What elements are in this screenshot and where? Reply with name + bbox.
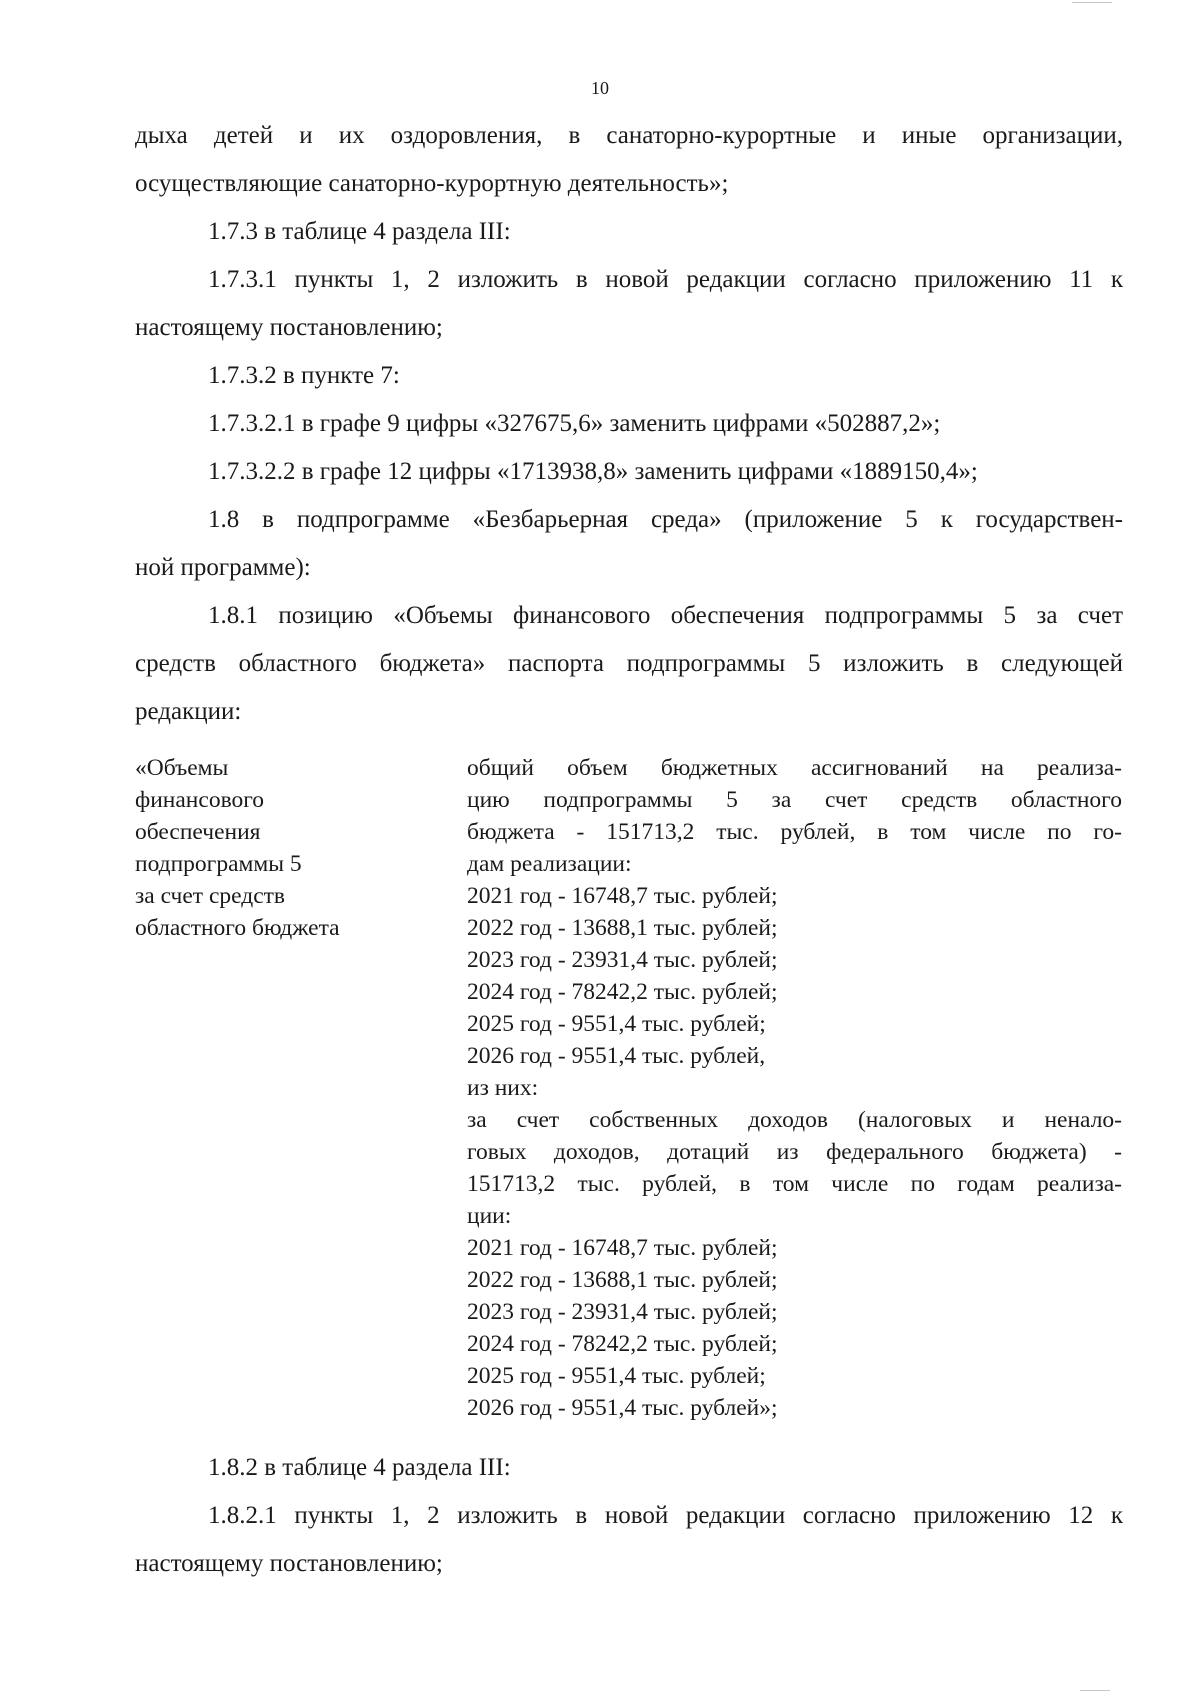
passport-value-line: 2021 год - 16748,7 тыс. рублей; (467, 1235, 778, 1261)
passport-value-line: цию подпрограммы 5 за счет средств областного (467, 787, 1122, 813)
passport-value-line: 2022 год - 13688,1 тыс. рублей; (467, 1267, 778, 1293)
passport-value-line: 2026 год - 9551,4 тыс. рублей, (467, 1043, 766, 1069)
passport-value-line: 2022 год - 13688,1 тыс. рублей; (467, 915, 778, 941)
passport-label-line: подпрограммы 5 (135, 851, 302, 877)
passport-value-line: ции: (467, 1203, 512, 1229)
paragraph-line: 1.8.2 в таблице 4 раздела III: (208, 1454, 511, 1481)
passport-value (467, 752, 1122, 1424)
passport-value-line: дам реализации: (467, 851, 632, 877)
paragraph-line: редакции: (135, 698, 242, 725)
paragraph-line: 1.7.3.2.2 в графе 12 цифры «1713938,8» заменить цифрами «1889150,4»; (208, 458, 978, 485)
passport-value-line: 151713,2 тыс. рублей, в том числе по годам реализа- (467, 1171, 1122, 1197)
paragraph-line: 1.8.2.1 пункты 1, 2 изложить в новой редакции согласно приложению 12 к (208, 1502, 1123, 1529)
paragraph-line: настоящему постановлению; (135, 314, 443, 341)
paragraph-line: 1.7.3.1 пункты 1, 2 изложить в новой редакции согласно приложению 11 к (208, 266, 1123, 293)
passport-label-line: обеспечения (135, 819, 261, 845)
passport-value-line: 2021 год - 16748,7 тыс. рублей; (467, 883, 778, 909)
passport-value-line: 2024 год - 78242,2 тыс. рублей; (467, 979, 778, 1005)
paragraph-line: ной программе): (135, 554, 311, 581)
passport-value-line: 2025 год - 9551,4 тыс. рублей; (467, 1363, 766, 1389)
passport-value-line: говых доходов, дотаций из федерального бюджета) - (467, 1139, 1122, 1165)
passport-value-line: за счет собственных доходов (налоговых и ненало- (467, 1107, 1122, 1133)
passport-label-line: «Объемы (135, 755, 229, 781)
document-body-continued (135, 1444, 1123, 1588)
passport-value-line: из них: (467, 1075, 539, 1101)
passport-label (135, 752, 435, 944)
paragraph-line: дыха детей и их оздоровления, в санаторно-курортные и иные организации, (135, 122, 1123, 149)
page-number: 10 (591, 78, 609, 98)
document-body (135, 112, 1123, 736)
paragraph-line: 1.8.1 позицию «Объемы финансового обеспечения подпрограммы 5 за счет (208, 602, 1123, 629)
paragraph-line: 1.7.3.2.1 в графе 9 цифры «327675,6» заменить цифрами «502887,2»; (208, 410, 941, 437)
paragraph-line: средств областного бюджета» паспорта подпрограммы 5 изложить в следующей (135, 650, 1123, 677)
scan-artifact (1080, 1690, 1110, 1691)
paragraph-line: настоящему постановлению; (135, 1550, 443, 1577)
passport-value-line: общий объем бюджетных ассигнований на реализа- (467, 755, 1122, 781)
paragraph-line: 1.7.3.2 в пункте 7: (208, 362, 400, 389)
passport-value-line: бюджета - 151713,2 тыс. рублей, в том числе по го- (467, 819, 1122, 845)
passport-value-line: 2026 год - 9551,4 тыс. рублей»; (467, 1395, 778, 1421)
passport-label-line: за счет средств (135, 883, 285, 909)
scan-artifact (1072, 2, 1112, 3)
passport-value-line: 2025 год - 9551,4 тыс. рублей; (467, 1011, 766, 1037)
passport-value-line: 2023 год - 23931,4 тыс. рублей; (467, 947, 778, 973)
passport-value-line: 2023 год - 23931,4 тыс. рублей; (467, 1299, 778, 1325)
paragraph-line: 1.8 в подпрограмме «Безбарьерная среда» (приложение 5 к государствен- (208, 506, 1123, 533)
passport-value-line: 2024 год - 78242,2 тыс. рублей; (467, 1331, 778, 1357)
passport-label-line: финансового (135, 787, 265, 813)
passport-label-line: областного бюджета (135, 915, 340, 941)
paragraph-line: осуществляющие санаторно-курортную деятельность»; (135, 170, 729, 197)
paragraph-line: 1.7.3 в таблице 4 раздела III: (208, 218, 511, 245)
